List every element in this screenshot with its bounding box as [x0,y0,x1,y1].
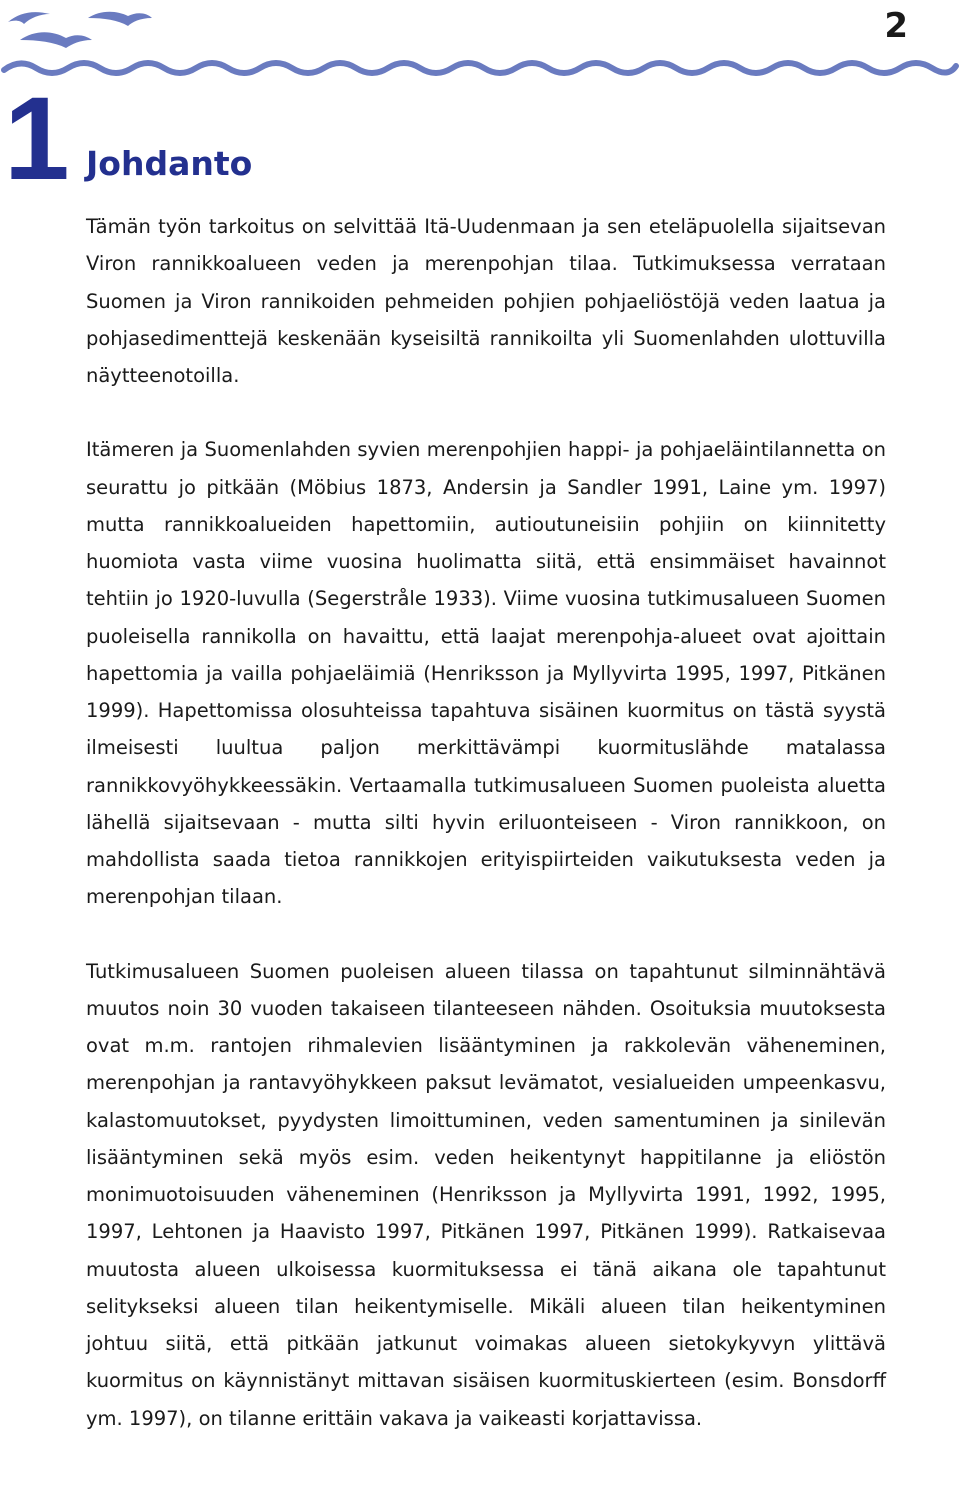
bird-icon [8,12,152,48]
header-wave-decoration [0,0,960,90]
paragraph: Tutkimusalueen Suomen puoleisen alueen tilassa on tapahtunut silminnähtävä muutos noin 30 vuoden takaiseen tilanteeseen nähden. Osoituksia muutoksesta ovat m.m. rantojen rihmalevien lisääntyminen ja rakkolevän väheneminen, merenpohjan ja rantavyöhykkeen paksut levämatot, vesialueiden umpeenkasvu, kalastomuutokset, pyydysten limoittuminen, veden samentuminen ja sinilevän lisääntyminen sekä myös esim. veden heikentynyt happitilanne ja eliöstön monimuotoisuuden väheneminen (Henriksson ja Myllyvirta 1991, 1992, 1995, 1997, Lehtonen ja Haavisto 1997, Pitkänen 1997, Pitkänen 1999). Ratkaisevaa muutosta alueen ulkoisessa kuormituksessa ei tänä aikana ole tapahtunut selitykseksi alueen tilan heikentymiselle. Mikäli alueen tilan heikentyminen johtuu siitä, että pitkään jatkunut voimakas alueen sietokykyvyn ylittävä kuormitus on käynnistänyt mittavan sisäisen kuormituskierteen (esim. Bonsdorff ym. 1997), on tilanne erittäin vakava ja vaikeasti korjattavissa. [86,959,886,1430]
paragraph: Tämän työn tarkoitus on selvittää Itä-Uudenmaan ja sen eteläpuolella sijaitsevan Viron rannikkoalueen veden ja merenpohjan tilaa. Tutkimuksessa verrataan Suomen ja Viron rannikoiden pehmeiden pohjien pohjaeliöstöjä veden laatua ja pohjasedimenttejä keskenään kyseisiltä rannikoilta yli Suomenlahden ulottuvilla näytteenotoilla. [86,215,886,387]
paragraph: Itämeren ja Suomenlahden syvien merenpohjien happi- ja pohjaeläintilannetta on seurattu jo pitkään (Möbius 1873, Andersin ja Sandler 1991, Laine ym. 1997) mutta rannikkoalueiden hapettomiin, autioutuneisiin pohjiin on kiinnitetty huomiota vasta viime vuosina huolimatta siitä, että ensimmäiset havainnot tehtiin jo 1920-luvulla (Segerstråle 1933). Viime vuosina tutkimusalueen Suomen puoleisella rannikolla on havaittu, että laajat merenpohja-alueet ovat ajoittain hapettomia ja vailla pohjaeläimiä (Henriksson ja Myllyvirta 1995, 1997, Pitkänen 1999). Hapettomissa olosuhteissa tapahtuva sisäinen kuormitus on tästä syystä ilmeisesti luultua paljon merkittävämpi kuormituslähde matalassa rannikkovyöhykkeessäkin. Vertaamalla tutkimusalueen Suomen puoleista aluetta lähellä sijaitsevaan - mutta silti hyvin eriluonteiseen - Viron rannikkoon, on mahdollista saada tietoa rannikkojen erityispiirteiden vaikutuksesta veden ja merenpohjan tilaan. [86,438,886,909]
page-number: 2 [884,6,908,46]
chapter-number: 1 [4,73,66,205]
body-text [86,208,886,1437]
wave-line [4,63,956,73]
chapter-title: Johdanto [86,144,253,183]
